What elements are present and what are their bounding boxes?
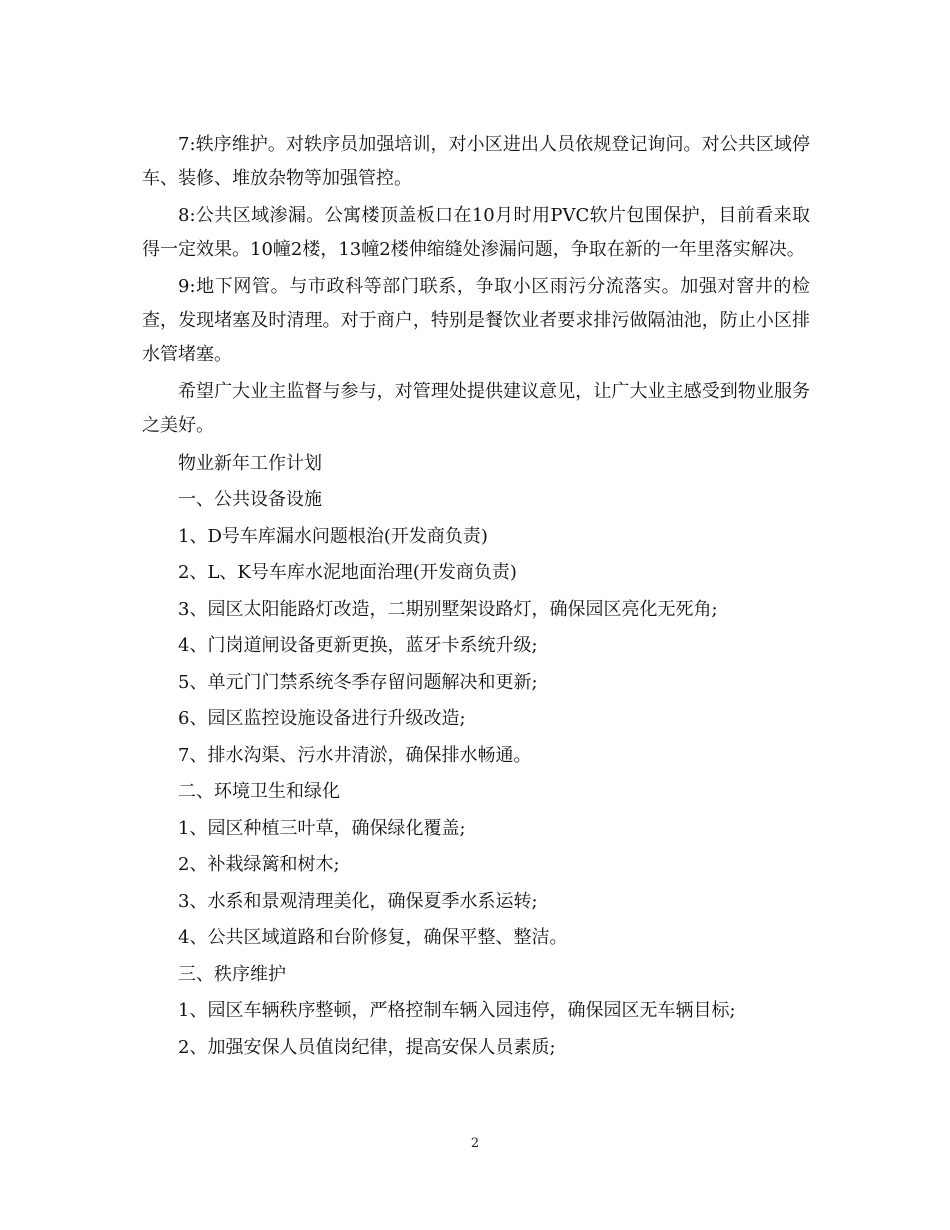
section-title-new-year-plan: 物业新年工作计划 — [178, 452, 322, 474]
document-body — [142, 128, 810, 1066]
paragraph-underground-pipes: 9:地下网管。与市政科等部门联系，争取小区雨污分流落实。加强对窨井的检查，发现堵塞及时清理。对于商户，特别是餐饮业者要求排污做隔油池，防止小区排水管堵塞。 — [142, 275, 810, 366]
list-item: 4、门岗道闸设备更新更换，蓝牙卡系统升级; — [178, 635, 538, 657]
list-item: 3、水系和景观清理美化，确保夏季水系运转; — [178, 890, 538, 912]
heading-environment-greening: 二、环境卫生和绿化 — [178, 781, 340, 803]
paragraph-public-area-leakage: 8:公共区域渗漏。公寓楼顶盖板口在10月时用PVC软片包围保护，目前看来取得一定效果。10幢2楼，13幢2楼伸缩缝处渗漏问题，争取在新的一年里落实解决。 — [142, 204, 810, 261]
page-number: 2 — [470, 1136, 480, 1151]
list-item: 2、加强安保人员值岗纪律，提高安保人员素质; — [178, 1036, 556, 1058]
list-item: 1、园区种植三叶草，确保绿化覆盖; — [178, 817, 466, 839]
paragraph-owner-participation: 希望广大业主监督与参与，对管理处提供建议意见，让广大业主感受到物业服务之美好。 — [142, 380, 810, 437]
heading-public-facilities: 一、公共设备设施 — [178, 489, 322, 511]
list-item: 2、补栽绿篱和树木; — [178, 854, 340, 876]
list-item: 3、园区太阳能路灯改造，二期别墅架设路灯，确保园区亮化无死角; — [178, 598, 718, 620]
list-item: 2、L、K号车库水泥地面治理(开发商负责) — [178, 562, 517, 584]
paragraph-order-maintenance: 7:轶序维护。对轶序员加强培训，对小区进出人员依规登记询问。对公共区域停车、装修、堆放杂物等加强管控。 — [142, 134, 810, 190]
list-item: 7、排水沟渠、污水井清淤，确保排水畅通。 — [178, 744, 532, 766]
list-item: 5、单元门门禁系统冬季存留问题解决和更新; — [178, 671, 538, 693]
list-item: 4、公共区域道路和台阶修复，确保平整、整洁。 — [178, 927, 568, 949]
list-item: 1、园区车辆秩序整顿，严格控制车辆入园违停，确保园区无车辆目标; — [178, 1000, 736, 1022]
heading-order-maintenance: 三、秩序维护 — [178, 963, 286, 985]
list-item: 6、园区监控设施设备进行升级改造; — [178, 708, 466, 730]
list-item: 1、D号车库漏水问题根治(开发商负责) — [178, 525, 488, 547]
